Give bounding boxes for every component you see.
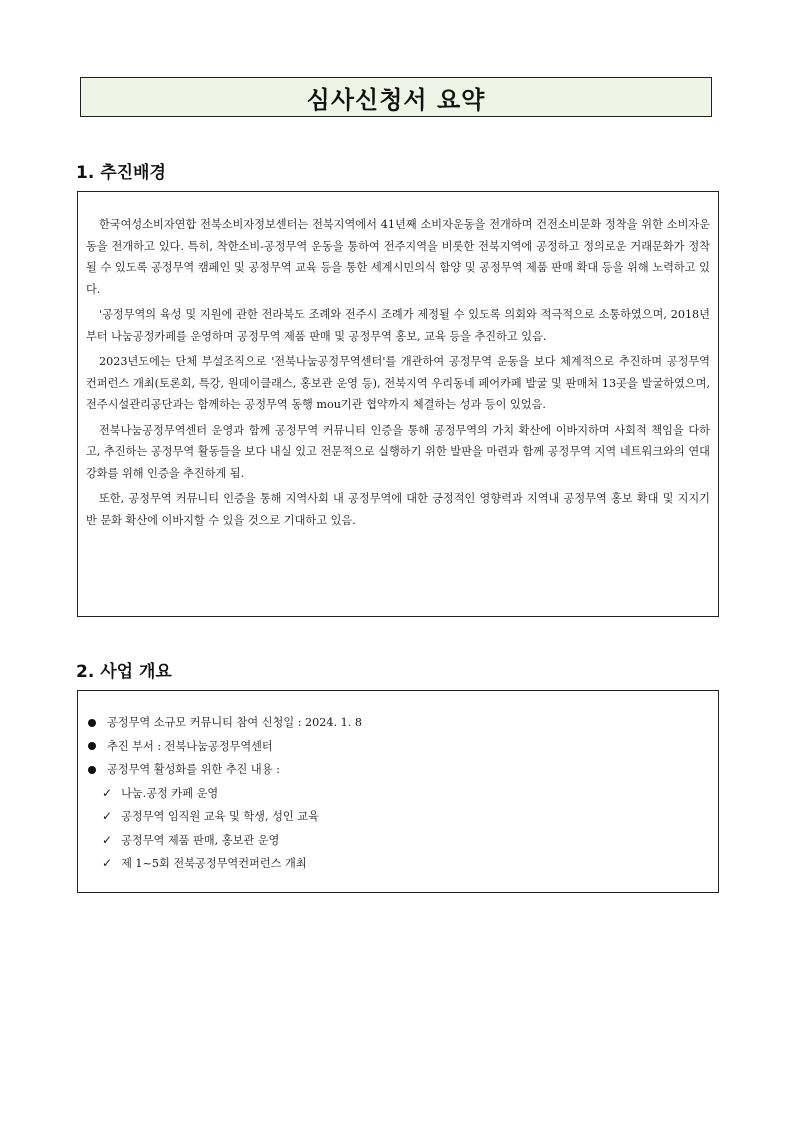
checkmark-icon: ✓ (102, 856, 113, 870)
section-heading-overview: 2. 사업 개요 (76, 662, 172, 682)
bullet-text: 공정무역 소규모 커뮤니티 참여 신청일 : 2024. 1. 8 (107, 716, 362, 729)
activity-text: 제 1~5회 전북공정무역컨퍼런스 개최 (121, 857, 307, 870)
section-heading-background: 1. 추진배경 (76, 163, 166, 183)
background-paragraph-3: 2023년도에는 단체 부설조직으로 '전북나눔공정무역센터'를 개관하여 공정무역 운동을 보다 체계적으로 추진하며 공정무역 컨퍼런스 개최(토론회, 특강, 원데이클래스, 홍보관 운영 등), 전북지역 우리동네 페어카페 발굴 및 판매처 13곳을 발굴하였으며, 전주시설관리공단과는 함께하는 공정무역 동행 mou기관 협약까지 체결하는 성과 등이 있었음. (86, 355, 710, 411)
bullet-dot-icon (88, 766, 96, 774)
checkmark-icon: ✓ (102, 785, 113, 800)
overview-bullet-department (88, 735, 708, 759)
checkmark-icon: ✓ (102, 809, 113, 823)
bullet-dot-icon (88, 719, 96, 727)
activity-text: 나눔.공정 카페 운영 (121, 786, 219, 800)
activity-text: 공정무역 제품 판매, 홍보관 운영 (121, 833, 280, 847)
activity-check-item (88, 829, 708, 853)
overview-bullet-application-date (88, 711, 708, 735)
title-box (80, 77, 712, 117)
bullet-dot-icon (88, 742, 96, 750)
overview-content-box (77, 690, 719, 893)
overview-bullet-activities (88, 758, 708, 782)
bullet-text: 공정무역 활성화를 위한 추진 내용 : (107, 763, 280, 776)
page-title: 심사신청서 요약 (306, 85, 486, 114)
checkmark-icon: ✓ (102, 832, 113, 847)
background-paragraph-5: 또한, 공정무역 커뮤니티 인증을 통해 지역사회 내 공정무역에 대한 긍정적인 영향력과 지역내 공정무역 홍보 확대 및 지지기반 문화 확산에 이바지할 수 있을 것으로 기대하고 있음. (86, 492, 710, 527)
background-content-box (77, 191, 719, 617)
bullet-text: 추진 부서 : 전북나눔공정무역센터 (107, 739, 273, 753)
activity-check-item (88, 782, 708, 806)
activity-check-item (88, 852, 708, 876)
activity-check-item (88, 805, 708, 829)
overview-list (88, 711, 708, 876)
activity-text: 공정무역 임직원 교육 및 학생, 성인 교육 (121, 810, 319, 823)
background-paragraph-4: 전북나눔공정무역센터 운영과 함께 공정무역 커뮤니티 인증을 통해 공정무역의 가치 확산에 이바지하며 사회적 책임을 다하고, 추진하는 공정무역 활동들을 보다 내실 있고 전문적으로 실행하기 위한 발판을 마련과 함께 공정무역 지역 네트워크와의 연대강화를 위해 인증을 추진하게 됨. (86, 423, 710, 480)
background-paragraph-2: '공정무역의 육성 및 지원에 관한 전라북도 조례와 전주시 조례가 제정될 수 있도록 의회와 적극적으로 소통하였으며, 2018년부터 나눔공정카페를 운영하며 공정무역 제품 판매 및 공정무역 홍보, 교육 등을 추진하고 있음. (86, 308, 710, 343)
background-paragraph-1: 한국여성소비자연합 전북소비자정보센터는 전북지역에서 41년째 소비자운동을 전개하며 건전소비문화 정착을 위한 소비자운동을 전개하고 있다. 특히, 착한소비-공정무역 운동을 통하여 전주지역을 비롯한 전북지역에 공정하고 정의로운 거래문화가 정착될 수 있도록 공정무역 캠페인 및 공정무역 교육 등을 통한 세계시민의식 함양 및 공정무역 제품 판매 확대 등을 위해 노력하고 있다. (86, 218, 710, 296)
